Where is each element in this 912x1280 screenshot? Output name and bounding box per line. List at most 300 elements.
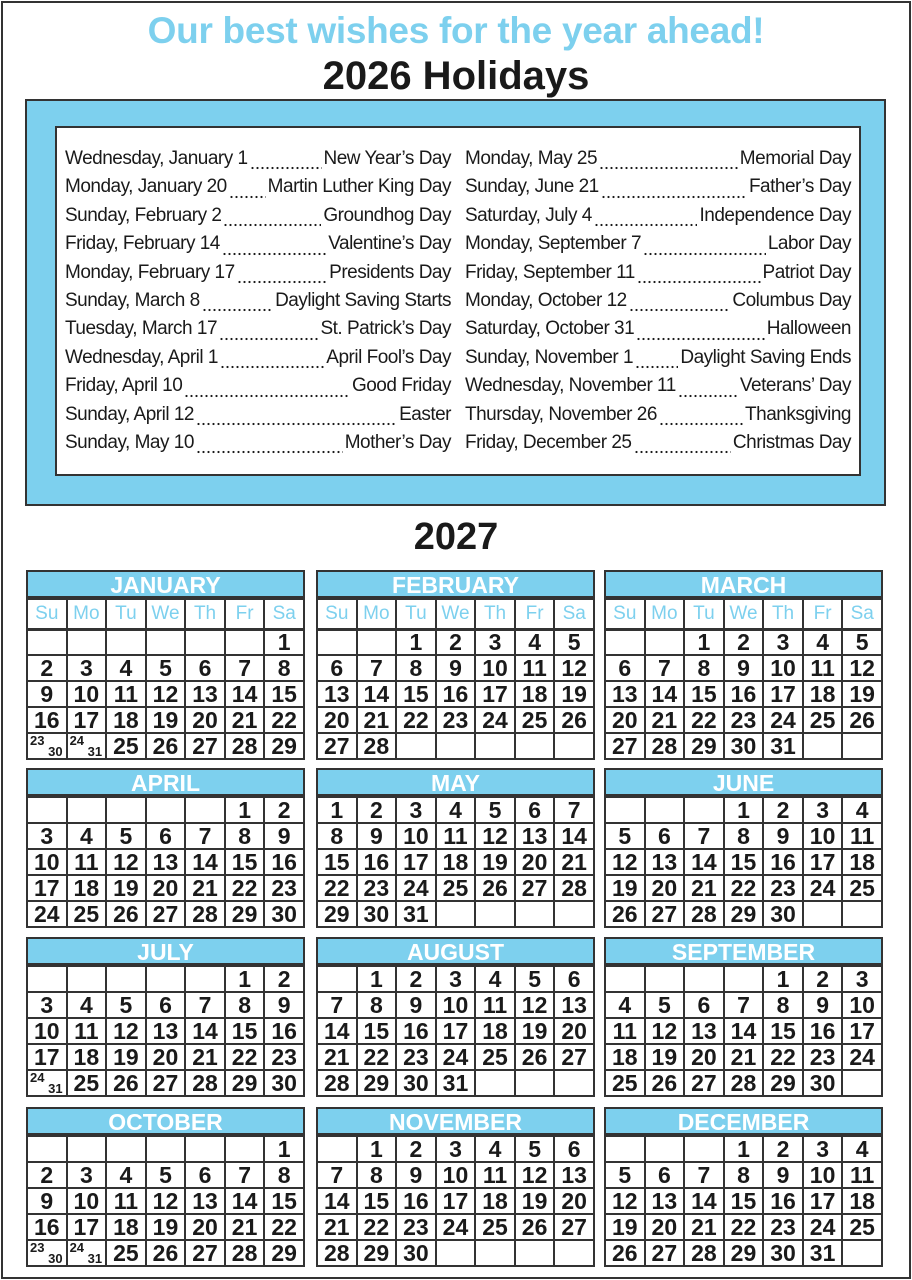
weekday-label: Th [475,599,515,629]
day-cell: 4 [436,797,476,823]
week-row [317,629,594,655]
holiday-date: Monday, October 12 [465,289,627,311]
tagline: Our best wishes for the year ahead! [147,10,765,51]
dot-leader [599,166,738,170]
day-cell: 6 [554,1136,594,1162]
day-cell: 26 [645,1070,685,1096]
day-cell: 9 [436,655,476,681]
day-cell: 17 [396,849,436,875]
day-cell [475,1240,515,1266]
day-cell: 31 [763,733,803,759]
week-row [27,1214,304,1240]
month-june [604,768,883,928]
day-cell [67,797,107,823]
day-cell: 28 [317,1240,357,1266]
day-cell: 7 [554,797,594,823]
holiday-name: Father’s Day [748,176,851,198]
month-name: JUNE [604,768,883,796]
weekday-label: We [436,599,476,629]
day-cell: 14 [317,1018,357,1044]
day-cell: 3 [67,655,107,681]
day-cell: 11 [67,1018,107,1044]
weekday-label: Mo [67,599,107,629]
day-cell: 15 [225,849,265,875]
holiday-row [465,205,851,233]
day-cell: 18 [106,707,146,733]
day-cell [436,733,476,759]
dot-leader [634,450,731,454]
day-cell: 2 [763,797,803,823]
day-cell: 8 [264,1162,304,1188]
day-cell: 21 [554,849,594,875]
weekday-label: Sa [554,599,594,629]
day-cell: 18 [605,1044,645,1070]
day-cell: 30 [763,901,803,927]
day-cell: 14 [684,1188,724,1214]
day-cell: 25 [803,707,843,733]
holiday-row [465,233,851,261]
weekday-label: Fr [803,599,843,629]
day-cell [842,1240,882,1266]
day-cell: 8 [724,1162,764,1188]
day-cell: 13 [605,681,645,707]
day-cell: 11 [106,1188,146,1214]
day-cell: 14 [554,823,594,849]
day-cell: 27 [317,733,357,759]
day-cell: 20 [146,875,186,901]
day-cell [515,1240,555,1266]
day-cell: 11 [475,992,515,1018]
day-cell: 27 [515,875,555,901]
day-cell: 20 [605,707,645,733]
day-cell: 13 [185,681,225,707]
week-row [605,875,882,901]
day-cell: 19 [146,707,186,733]
day-cell: 26 [146,1240,186,1266]
day-cell: 19 [554,681,594,707]
day-cell: 7 [684,823,724,849]
day-cell: 12 [515,992,555,1018]
day-cell: 13 [684,1018,724,1044]
day-cell: 22 [225,875,265,901]
day-cell: 25 [842,875,882,901]
day-cell: 17 [436,1018,476,1044]
day-cell [357,629,397,655]
day-cell: 7 [645,655,685,681]
day-cell [67,1240,107,1266]
day-cell: 28 [554,875,594,901]
day-cell: 26 [605,901,645,927]
day-cell: 21 [645,707,685,733]
day-cell [645,629,685,655]
day-cell: 13 [146,849,186,875]
day-cell: 13 [554,1162,594,1188]
day-cell: 8 [724,823,764,849]
day-cell: 30 [264,901,304,927]
day-cell: 11 [803,655,843,681]
day-cell: 19 [106,1044,146,1070]
dot-leader [594,223,698,227]
day-cell [605,629,645,655]
day-cell [515,1070,555,1096]
day-cell: 22 [357,1214,397,1240]
day-cell: 3 [396,797,436,823]
day-cell: 10 [803,823,843,849]
weekday-row [605,599,882,629]
holiday-name: Valentine’s Day [328,233,451,255]
day-cell: 26 [475,875,515,901]
day-cell: 21 [225,707,265,733]
weekday-label: Mo [645,599,685,629]
holiday-date: Sunday, June 21 [465,176,599,198]
day-cell: 26 [515,1214,555,1240]
day-cell: 23 [724,707,764,733]
day-cell: 17 [803,849,843,875]
holiday-date: Wednesday, January 1 [65,148,248,169]
holiday-row [465,432,851,460]
day-cell: 9 [763,1162,803,1188]
holiday-row [65,148,451,176]
week-row [317,1240,594,1266]
month-october [26,1107,305,1267]
holiday-name: New Year’s Day [323,148,451,169]
day-cell: 21 [684,875,724,901]
week-row [317,849,594,875]
weekday-label: Su [27,599,67,629]
month-name: DECEMBER [604,1107,883,1135]
day-cell: 19 [146,1214,186,1240]
day-cell: 9 [357,823,397,849]
day-cell: 25 [515,707,555,733]
day-cell [396,733,436,759]
holidays-right-column [465,148,851,474]
day-cell [475,901,515,927]
day-cell [27,1136,67,1162]
dot-leader [220,365,324,369]
day-cell: 2 [27,655,67,681]
day-cell: 27 [185,733,225,759]
month-september [604,937,883,1097]
dot-leader [222,252,326,256]
month-name: OCTOBER [26,1107,305,1135]
day-cell: 20 [146,1044,186,1070]
month-november [316,1107,595,1267]
day-cell [106,1136,146,1162]
holiday-name: Independence Day [699,204,851,226]
holiday-date: Saturday, July 4 [465,204,592,226]
week-row [317,681,594,707]
day-cell: 19 [475,849,515,875]
day-number: 31 [87,1251,103,1266]
month-name: AUGUST [316,937,595,965]
holiday-row [465,176,851,204]
day-cell: 25 [67,1070,107,1096]
day-cell: 2 [803,966,843,992]
dot-leader [202,308,273,312]
day-number: 30 [48,744,63,759]
day-cell: 21 [185,875,225,901]
day-cell [67,966,107,992]
day-cell: 14 [724,1018,764,1044]
weekday-label: Tu [396,599,436,629]
day-cell [146,1136,186,1162]
day-cell: 21 [684,1214,724,1240]
month-name: APRIL [26,768,305,796]
day-cell: 20 [645,1214,685,1240]
day-cell [27,629,67,655]
month-march [604,570,883,760]
day-cell: 27 [146,1070,186,1096]
day-cell: 7 [684,1162,724,1188]
holiday-row [65,318,451,346]
day-cell: 2 [724,629,764,655]
day-cell: 17 [27,875,67,901]
day-cell: 19 [605,875,645,901]
day-cell: 14 [225,1188,265,1214]
day-cell: 5 [146,1162,186,1188]
day-cell: 29 [317,901,357,927]
day-cell: 1 [317,797,357,823]
week-row [27,1240,304,1266]
day-cell: 16 [27,707,67,733]
day-cell: 12 [475,823,515,849]
day-cell: 31 [436,1070,476,1096]
weekday-label: Th [763,599,803,629]
day-cell: 18 [515,681,555,707]
week-row [317,1044,594,1070]
day-cell: 22 [763,1044,803,1070]
day-cell: 13 [146,1018,186,1044]
day-cell: 12 [605,849,645,875]
week-row [27,875,304,901]
day-cell: 29 [357,1070,397,1096]
day-cell: 16 [264,1018,304,1044]
day-cell: 7 [225,1162,265,1188]
day-cell: 29 [763,1070,803,1096]
day-cell [645,966,685,992]
day-cell: 21 [225,1214,265,1240]
weekday-label: We [146,599,186,629]
day-cell: 23 [763,875,803,901]
holiday-row [65,404,451,432]
week-row [317,992,594,1018]
day-cell: 23 [396,1044,436,1070]
day-cell: 22 [724,1214,764,1240]
day-number: 24 [69,733,85,748]
day-cell: 20 [185,1214,225,1240]
day-cell: 23 [264,875,304,901]
day-cell: 21 [185,1044,225,1070]
day-cell: 10 [763,655,803,681]
day-cell: 25 [475,1044,515,1070]
holiday-date: Sunday, November 1 [465,346,634,368]
day-cell: 4 [475,1136,515,1162]
day-cell: 28 [684,901,724,927]
day-cell: 28 [317,1070,357,1096]
day-cell: 22 [357,1044,397,1070]
day-cell: 1 [357,1136,397,1162]
holidays-list [55,126,861,476]
day-number: 24 [30,1070,45,1085]
day-cell: 5 [605,823,645,849]
day-cell: 16 [396,1018,436,1044]
day-cell: 26 [106,901,146,927]
day-cell: 8 [357,1162,397,1188]
day-cell: 12 [645,1018,685,1044]
day-cell: 2 [396,1136,436,1162]
dot-leader [601,195,747,199]
day-cell: 6 [185,655,225,681]
day-cell [27,966,67,992]
day-cell: 10 [67,1188,107,1214]
day-cell: 28 [357,733,397,759]
day-cell: 11 [842,823,882,849]
holiday-date: Friday, September 11 [465,261,635,283]
day-cell: 13 [515,823,555,849]
month-table [316,1135,595,1267]
day-cell: 20 [554,1188,594,1214]
day-cell: 20 [515,849,555,875]
day-cell: 8 [225,823,265,849]
day-number: 31 [87,744,103,759]
day-cell: 21 [317,1044,357,1070]
dot-leader [643,252,766,256]
day-cell [67,629,107,655]
day-cell [106,797,146,823]
week-row [27,1044,304,1070]
dot-leader [659,422,743,426]
holiday-name: Christmas Day [732,431,851,453]
day-cell: 10 [436,992,476,1018]
day-cell [605,966,645,992]
month-table [26,965,305,1097]
day-cell: 14 [185,1018,225,1044]
day-cell: 4 [842,1136,882,1162]
day-cell: 27 [684,1070,724,1096]
day-cell: 7 [225,655,265,681]
week-row [27,797,304,823]
day-cell: 23 [763,1214,803,1240]
day-cell: 18 [67,875,107,901]
day-cell: 17 [842,1018,882,1044]
holiday-name: St. Patrick’s Day [320,318,451,340]
day-cell: 18 [842,849,882,875]
day-cell [554,1070,594,1096]
day-cell: 11 [475,1162,515,1188]
weekday-label: Sa [842,599,882,629]
day-cell [554,1240,594,1266]
day-cell: 22 [264,707,304,733]
week-row [27,707,304,733]
day-cell: 9 [396,992,436,1018]
week-row [605,849,882,875]
day-cell: 29 [684,733,724,759]
day-cell: 2 [396,966,436,992]
day-cell: 5 [515,966,555,992]
day-cell: 30 [724,733,764,759]
day-cell: 16 [27,1214,67,1240]
weekday-label: Th [185,599,225,629]
day-cell: 11 [605,1018,645,1044]
day-cell: 7 [185,823,225,849]
day-cell: 3 [27,823,67,849]
dot-leader [196,450,343,454]
day-cell: 24 [27,901,67,927]
holiday-date: Sunday, February 2 [65,204,222,226]
day-cell: 22 [264,1214,304,1240]
day-cell: 5 [475,797,515,823]
day-cell: 24 [475,707,515,733]
day-cell: 14 [317,1188,357,1214]
holiday-name: Thanksgiving [745,403,851,425]
day-cell: 30 [264,1070,304,1096]
week-row [27,681,304,707]
day-cell [436,1240,476,1266]
week-row [605,1162,882,1188]
day-cell: 26 [515,1044,555,1070]
day-cell: 20 [317,707,357,733]
week-row [27,901,304,927]
holiday-date: Wednesday, November 11 [465,375,676,397]
calendar-year: 2027 [413,516,499,558]
day-cell: 16 [763,1188,803,1214]
holidays-left-column [65,148,451,474]
day-cell: 10 [803,1162,843,1188]
week-row [27,966,304,992]
day-cell: 6 [146,823,186,849]
day-cell: 3 [803,797,843,823]
day-cell: 3 [436,966,476,992]
holiday-date: Monday, January 20 [65,176,227,198]
month-table [604,1135,883,1267]
day-cell: 19 [515,1188,555,1214]
day-cell [185,629,225,655]
dot-leader [184,394,350,398]
day-cell: 3 [842,966,882,992]
day-cell: 5 [146,655,186,681]
day-cell: 19 [106,875,146,901]
day-cell [436,901,476,927]
day-cell [27,733,67,759]
holidays-box [25,99,886,506]
day-cell: 22 [317,875,357,901]
week-row [317,707,594,733]
day-cell: 16 [264,849,304,875]
day-cell: 3 [67,1162,107,1188]
holiday-row [65,375,451,403]
day-cell: 15 [357,1018,397,1044]
day-cell: 15 [724,1188,764,1214]
day-cell: 5 [842,629,882,655]
day-cell: 5 [106,992,146,1018]
holiday-row [65,432,451,460]
day-cell: 30 [763,1240,803,1266]
day-cell: 10 [27,849,67,875]
day-cell: 3 [27,992,67,1018]
day-cell: 15 [357,1188,397,1214]
holiday-date: Wednesday, April 1 [65,346,218,368]
day-cell [317,966,357,992]
holiday-row [65,205,451,233]
dot-leader [636,337,765,341]
day-cell: 25 [106,733,146,759]
day-cell [803,733,843,759]
weekday-row [27,599,304,629]
day-cell: 4 [842,797,882,823]
dot-leader [637,280,761,284]
month-name: NOVEMBER [316,1107,595,1135]
day-cell: 5 [106,823,146,849]
